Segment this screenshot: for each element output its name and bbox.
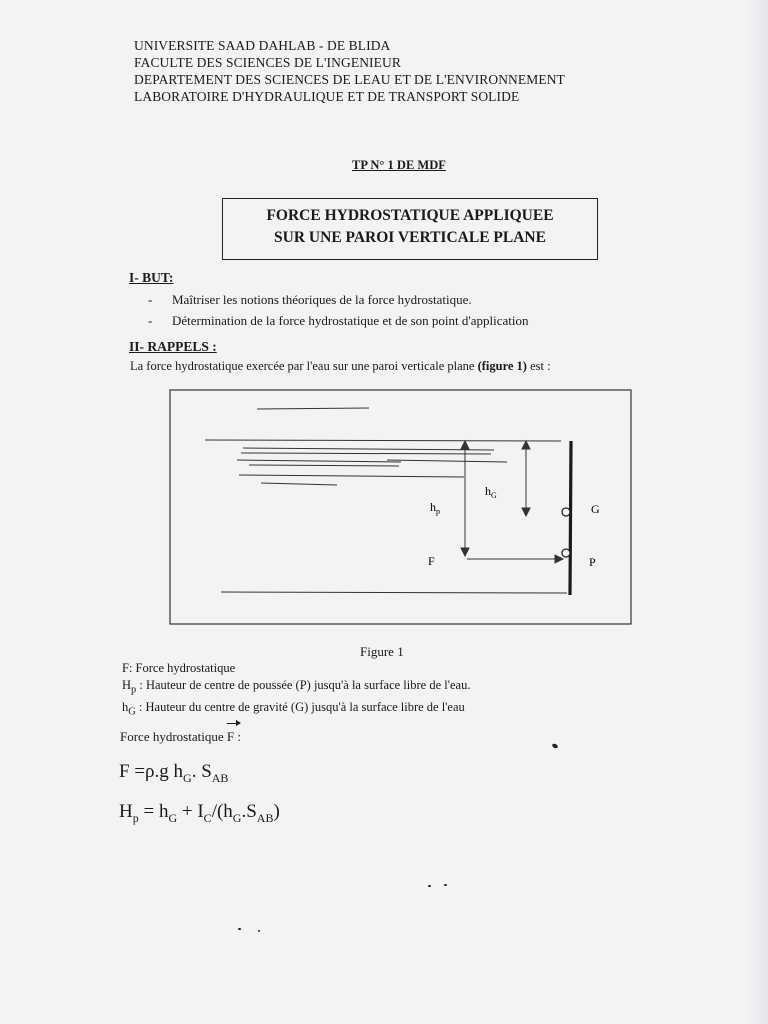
label-p: P <box>589 555 596 569</box>
force-vector-line <box>120 729 241 745</box>
figure-frame <box>170 390 631 624</box>
scan-speck <box>238 928 241 930</box>
scan-speck <box>551 743 558 749</box>
hp-dimension-arrow <box>461 441 469 556</box>
definition-hp <box>122 677 470 699</box>
f2-lhs: H <box>119 801 133 822</box>
label-g: G <box>591 502 600 516</box>
institution-header <box>134 37 565 105</box>
scan-speck <box>428 885 431 887</box>
f2-dot: .S <box>241 801 257 822</box>
header-department: DEPARTEMENT DES SCIENCES DE LEAU ET DE L'ENVIRONNEMENT <box>134 72 565 87</box>
f1-lhs: F =ρ.g h <box>119 761 184 782</box>
intro-figure-ref: (figure 1) <box>477 359 527 373</box>
scan-speck <box>444 884 447 886</box>
header-faculty: FACULTE DES SCIENCES DE L'INGENIEUR <box>134 55 401 70</box>
intro-text-1: La force hydrostatique exercée par l'eau sur une paroi verticale plane <box>130 359 478 373</box>
hp-text: : Hauteur de centre de poussée (P) jusqu'à la surface libre de l'eau. <box>136 678 471 692</box>
hg-symbol: h <box>122 699 129 714</box>
list-item: - Détermination de la force hydrostatique et de son point d'application <box>148 313 529 328</box>
formula-hp <box>119 801 280 826</box>
hp-symbol: H <box>122 678 132 692</box>
formula-force <box>119 761 228 786</box>
section-rappels-heading: II- RAPPELS : <box>129 339 217 354</box>
f2-sub-p: p <box>132 810 139 825</box>
hg-text: : Hauteur du centre de gravité (G) jusqu'à la surface libre de l'eau <box>135 699 465 714</box>
title-line-1: FORCE HYDROSTATIQUE APPLIQUEE <box>266 207 554 224</box>
force-vector-colon: : <box>234 729 241 744</box>
vertical-wall <box>570 441 571 595</box>
list-item: - Maîtriser les notions théoriques de la force hydrostatique. <box>148 292 472 307</box>
hg-dimension-arrow <box>522 441 530 516</box>
water-lines <box>205 408 567 593</box>
label-hg: $h_G$ <box>485 484 497 500</box>
force-vector-symbol: F <box>226 729 235 744</box>
f1-sub-ab: AB <box>211 770 229 785</box>
section-but-heading-text: I- BUT <box>129 270 169 285</box>
definitions <box>122 660 470 720</box>
definition-hg <box>122 699 470 721</box>
scan-speck <box>258 930 260 932</box>
title-line-2: SUR UNE PAROI VERTICALE PLANE <box>274 229 546 246</box>
point-p-marker <box>562 549 570 557</box>
header-university: UNIVERSITE SAAD DAHLAB - DE BLIDA <box>134 38 391 53</box>
f2-eq: = h <box>138 801 169 822</box>
rappels-intro <box>130 359 551 374</box>
figure-1-diagram <box>169 389 633 627</box>
f2-sub-c: C <box>203 810 212 825</box>
section-but-heading <box>129 270 173 286</box>
definition-f: F: Force hydrostatique <box>122 661 236 675</box>
intro-text-2: est : <box>526 359 551 373</box>
point-g-marker <box>562 508 570 516</box>
header-laboratory: LABORATOIRE D'HYDRAULIQUE ET DE TRANSPORT SOLIDE <box>134 89 520 104</box>
hp-subscript: p <box>131 684 137 696</box>
section-but-colon: : <box>168 270 174 285</box>
force-vector-label: Force hydrostatique <box>120 729 227 744</box>
label-hp: $h_p$ <box>430 500 440 516</box>
objectives-list <box>148 289 528 331</box>
f2-sub-g: G <box>168 810 178 825</box>
document-title-box <box>222 198 598 260</box>
f1-mid: . S <box>191 761 212 782</box>
f2-plus: + I <box>177 801 204 822</box>
scan-edge <box>746 0 768 1024</box>
figure-caption: Figure 1 <box>360 644 404 659</box>
f2-sub-g2: G <box>232 810 242 825</box>
hg-subscript: G <box>128 706 136 717</box>
f1-sub-g: G <box>183 770 192 785</box>
label-f: F <box>428 554 435 568</box>
objective-2: Détermination de la force hydrostatique et de son point d'application <box>172 313 529 328</box>
f2-sub-ab: AB <box>256 810 274 825</box>
tp-number: TP N° 1 DE MDF <box>352 158 446 172</box>
f2-close: ) <box>273 801 280 822</box>
force-arrow <box>467 555 563 563</box>
objective-1: Maîtriser les notions théoriques de la force hydrostatique. <box>172 292 472 307</box>
f2-div: /(h <box>211 801 233 822</box>
